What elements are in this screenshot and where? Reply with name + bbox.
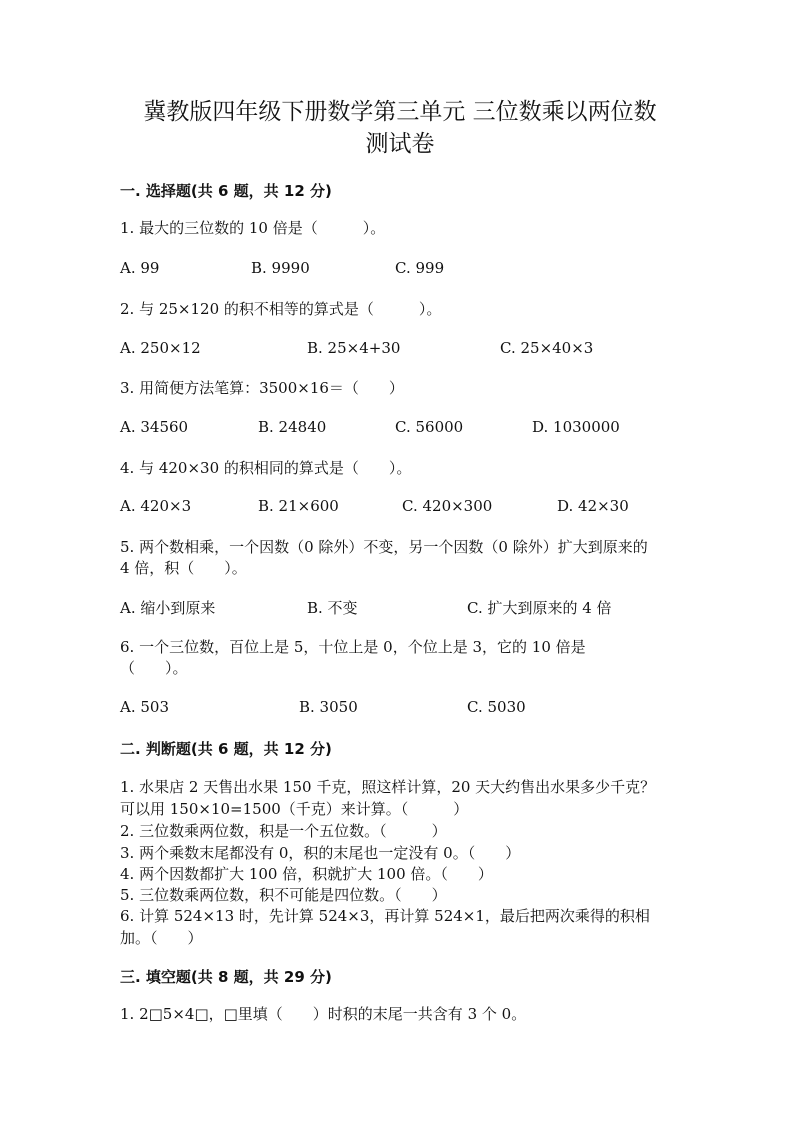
- statement-line: 4. 两个因数都扩大 100 倍，积就扩大 100 倍。（ ）: [120, 865, 493, 883]
- statement-line: 加。（ ）: [120, 929, 203, 947]
- question-text: 5. 两个数相乘，一个因数（0 除外）不变，另一个因数（0 除外）扩大到原来的: [120, 538, 648, 556]
- section-heading-true-false: 二. 判断题(共 6 题，共 12 分): [120, 740, 332, 758]
- answer-option: B. 3050: [299, 698, 358, 716]
- answer-option: A. 99: [120, 259, 160, 277]
- answer-option: B. 21×600: [258, 497, 339, 515]
- answer-option: C. 扩大到原来的 4 倍: [467, 599, 612, 617]
- question-text: 1. 2□5×4□，□里填（ ）时积的末尾一共含有 3 个 0。: [120, 1005, 527, 1023]
- statement-line: 3. 两个乘数末尾都没有 0，积的末尾也一定没有 0。（ ）: [120, 844, 521, 862]
- statement-line: 2. 三位数乘两位数，积是一个五位数。（ ）: [120, 822, 447, 840]
- answer-option: C. 25×40×3: [500, 339, 594, 357]
- section-heading-fill-blank: 三. 填空题(共 8 题，共 29 分): [120, 968, 332, 986]
- answer-option: C. 56000: [395, 418, 464, 436]
- question-text: （ ）。: [120, 659, 188, 677]
- answer-option: D. 1030000: [532, 418, 620, 436]
- question-text: 4 倍，积（ ）。: [120, 559, 247, 577]
- statement-line: 1. 水果店 2 天售出水果 150 千克，照这样计算，20 天大约售出水果多少千克？: [120, 778, 656, 796]
- question-text: 2. 与 25×120 的积不相等的算式是（ ）。: [120, 300, 442, 318]
- answer-option: C. 5030: [467, 698, 526, 716]
- answer-option: A. 250×12: [120, 339, 201, 357]
- answer-option: C. 999: [395, 259, 445, 277]
- page-title-line-2: 测试卷: [365, 131, 435, 157]
- statement-line: 可以用 150×10=1500（千克）来计算。（ ）: [120, 800, 469, 818]
- answer-option: B. 9990: [251, 259, 310, 277]
- answer-option: A. 34560: [120, 418, 189, 436]
- question-text: 1. 最大的三位数的 10 倍是（ ）。: [120, 219, 386, 237]
- answer-option: D. 42×30: [557, 497, 629, 515]
- statement-line: 5. 三位数乘两位数，积不可能是四位数。（ ）: [120, 886, 447, 904]
- question-text: 4. 与 420×30 的积相同的算式是（ ）。: [120, 459, 412, 477]
- answer-option: B. 不变: [307, 599, 358, 617]
- answer-option: C. 420×300: [402, 497, 493, 515]
- answer-option: A. 缩小到原来: [120, 599, 216, 617]
- answer-option: B. 25×4+30: [307, 339, 401, 357]
- answer-option: B. 24840: [258, 418, 327, 436]
- answer-option: A. 420×3: [120, 497, 192, 515]
- page-title-line-1: 冀教版四年级下册数学第三单元 三位数乘以两位数: [143, 99, 657, 125]
- question-text: 6. 一个三位数，百位上是 5，十位上是 0，个位上是 3，它的 10 倍是: [120, 638, 586, 656]
- section-heading-choice: 一. 选择题(共 6 题，共 12 分): [120, 182, 332, 200]
- question-text: 3. 用简便方法笔算：3500×16＝（ ）: [120, 379, 404, 397]
- answer-option: A. 503: [120, 698, 169, 716]
- statement-line: 6. 计算 524×13 时，先计算 524×3，再计算 524×1，最后把两次乘得的积相: [120, 907, 650, 925]
